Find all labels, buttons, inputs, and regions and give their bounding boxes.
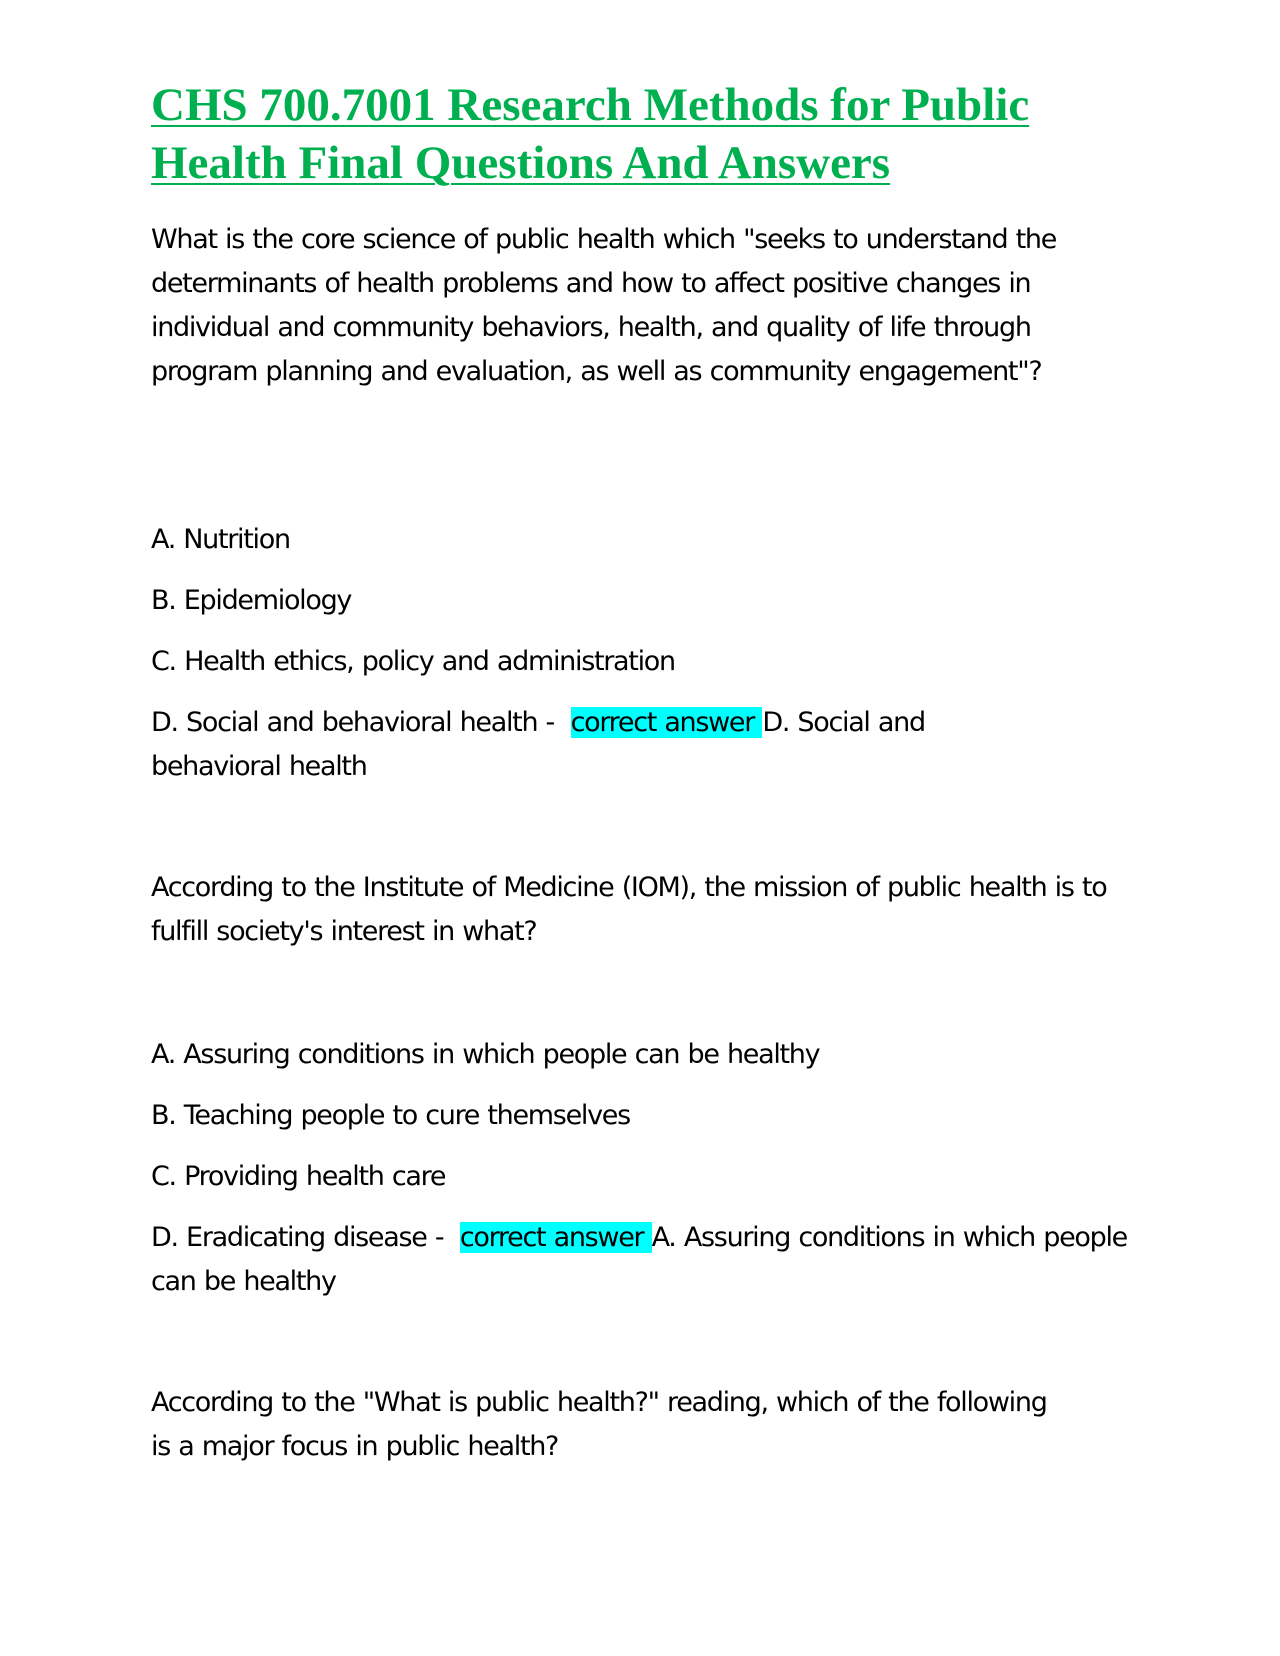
question-2-option-a: A. Assuring conditions in which people can be healthy [151,1039,820,1070]
option-d-text: D. Social and behavioral health - [151,707,563,738]
answer-text: A. Assuring conditions in which people can be healthy [151,1222,1127,1297]
document-title: CHS 700.7001 Research Methods for Public Health Final Questions And Answers [151,79,1030,189]
correct-answer-highlight: correct answer [570,707,763,738]
question-1-option-c: C. Health ethics, policy and administration [151,646,675,677]
option-d-text: D. Eradicating disease - [151,1222,452,1253]
question-3 [151,1381,1051,1469]
document-page [151,76,1141,1462]
question-1-option-d-answer [151,701,1051,789]
correct-answer-highlight: correct answer [459,1222,652,1253]
question-2-option-d-answer [151,1216,1141,1304]
question-prompt: According to the "What is public health?" reading, which of the following is a major focus in public health? [151,1387,1047,1462]
question-1-option-a: A. Nutrition [151,524,290,555]
question-2 [151,866,1111,954]
question-1 [151,218,1141,394]
question-1-option-b: B. Epidemiology [151,585,352,616]
question-2-option-b: B. Teaching people to cure themselves [151,1100,630,1131]
question-prompt: What is the core science of public health which "seeks to understand the determinants of health problems and how to affect positive changes in individual and community behaviors, health, and quality of life through program planning and evaluation, as well as community engagement"? [151,224,1057,387]
question-2-option-c: C. Providing health care [151,1161,446,1192]
answer-text: D. Social and behavioral health [151,707,925,782]
question-prompt: According to the Institute of Medicine (IOM), the mission of public health is to fulfill society's interest in what? [151,872,1107,947]
